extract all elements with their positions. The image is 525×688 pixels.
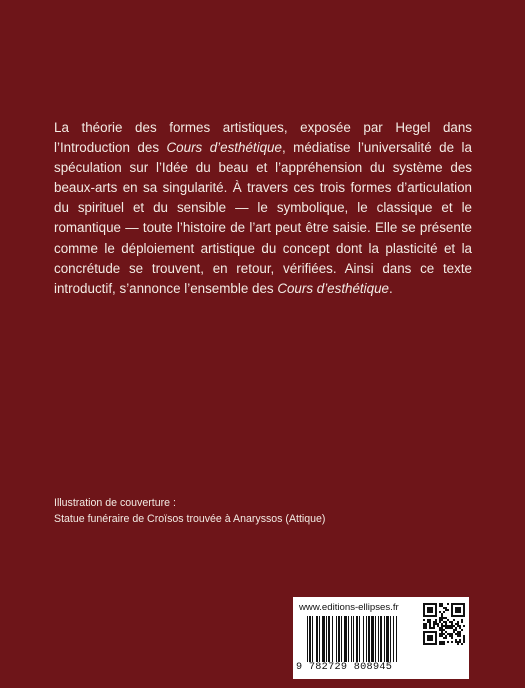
qr-code-icon <box>423 603 465 645</box>
blurb-book-title: Cours d’esthétique <box>166 140 282 156</box>
credit-text: Statue funéraire de Croïsos trouvée à Anaryssos (Attique) <box>54 512 326 525</box>
blurb-text-1: La théorie des formes artistiques, exposée par Hegel dans l’Introduction des <box>54 120 472 156</box>
publisher-website[interactable]: www.editions-ellipses.fr <box>299 602 399 613</box>
back-cover-blurb <box>54 118 472 299</box>
barcode-icon <box>307 616 419 662</box>
cover-illustration-credit <box>54 496 325 527</box>
blurb-book-title-2: Cours d’esthétique <box>277 280 389 296</box>
isbn-block <box>293 597 469 679</box>
blurb-text-2: , médiatise l’universalité de la spéculation sur l’Idée du beau et l’appréhension du système des beaux-arts en sa singularité. À travers ces trois formes d’articulation du spirituel et du sensible — le symbolique, le classique et le romantique — toute l’histoire de l’art peut être saisie. Elle se présente comme le déploiement artistique du concept dont la plasticité et la concrétude se trouvent, en retour, vérifiées. Ainsi dans ce texte introductif, s’annonce l’ensemble des <box>54 140 472 296</box>
blurb-text-3: . <box>388 280 393 296</box>
credit-label: Illustration de couverture : <box>54 497 176 509</box>
isbn-number: 9 782729 808945 <box>296 662 393 673</box>
blurb-paragraph <box>54 118 472 299</box>
